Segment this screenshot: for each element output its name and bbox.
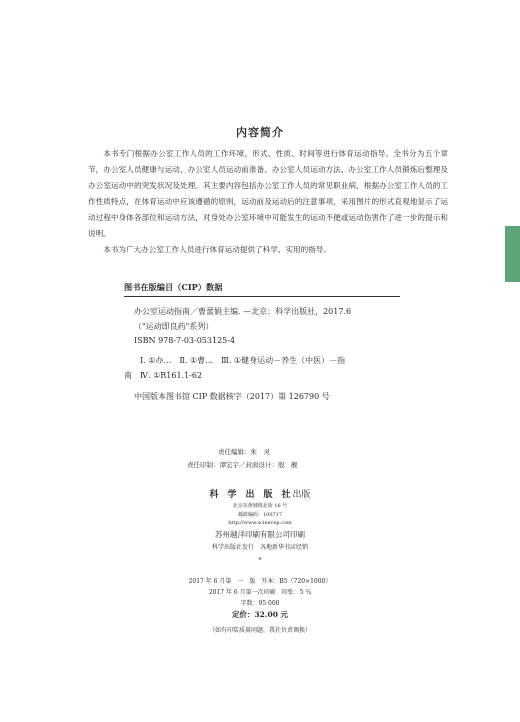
printer-line: 苏州越洋印刷有限公司印刷 xyxy=(215,530,305,539)
publisher-role: 出版 xyxy=(292,490,311,500)
price-line: 定价：32.00 元 xyxy=(231,610,289,619)
word-count-line: 字数：95 000 xyxy=(240,600,280,607)
responsible-editor: 责任编辑：朱 灵 xyxy=(218,448,270,456)
intro-title: 内容简介 xyxy=(236,126,284,139)
publisher-website: http://www.sciencep.com xyxy=(228,520,292,526)
intro-paragraph-1: 本书专门根据办公室工作人员的工作环境、形式、性质、时间等进行体育运动指导。全书分为五个章节，办公室人员健康与运动、办公室人员运动前准备、办公室人员运动方法、办公室工作人员锻炼后整理及办公室运动中的突发状况及处理。其主要内容包括办公室工作人员的常见职业病，根据办公室工作人员的工作性质特点，在体育运动中应该遵循的原则，运动前及运动后的注意事项，采用图片的形式直观地显示了运动过程中身体各部位和运动方法，对身处办公室环境中可能发生的运动不便或运动伤害作了进一步的提示和说明。 xyxy=(88,149,448,238)
printing-line: 2017 年 6 月第一次印刷 印张：5 ¾ xyxy=(208,589,312,596)
cip-line-isbn: ISBN 978-7-03-053125-4 xyxy=(134,336,236,345)
cip-title: 图书在版编目（CIP）数据 xyxy=(124,282,223,292)
production-credits: 责任印制：谭宏宇／封面设计：殷 靓 xyxy=(187,461,298,469)
quality-notice: （如有印装质量问题，我社负责调换） xyxy=(208,627,311,634)
cip-line-subject-1: Ⅰ. ①办… Ⅱ. ①曹… Ⅲ. ①健身运动－养生（中医）－指 xyxy=(140,356,346,365)
publisher-name: 科 学 出 版 社 xyxy=(209,490,291,500)
publisher-postcode: 邮政编码：100717 xyxy=(237,512,283,518)
publisher-address: 北京东黄城根北街 16 号 xyxy=(232,503,288,509)
intro-body xyxy=(88,146,448,258)
edition-line: 2017 年 6 月第 一 版 开本：B5（720×1000） xyxy=(188,578,332,585)
distributor-line: 科学出版社发行 各地新华书店经销 xyxy=(211,544,308,551)
cip-line-subject-2: 南 Ⅳ. ①R161.1-62 xyxy=(124,371,203,380)
cip-divider xyxy=(124,296,400,297)
cip-line-bibliographic: 办公室运动指南／曹蕾娟主编. —北京：科学出版社，2017.6 xyxy=(134,307,352,316)
separator-symbol: * xyxy=(258,557,262,564)
publisher-line xyxy=(0,487,520,500)
intro-paragraph-2: 本书为广大办公室工作人员进行体育运动提供了科学、实用的指导。 xyxy=(103,245,331,254)
side-tab-marker xyxy=(505,226,520,282)
cip-line-record-number: 中国版本图书馆 CIP 数据核字（2017）第 126790 号 xyxy=(134,392,330,401)
cip-line-series: （"运动即良药"系列） xyxy=(134,322,214,331)
